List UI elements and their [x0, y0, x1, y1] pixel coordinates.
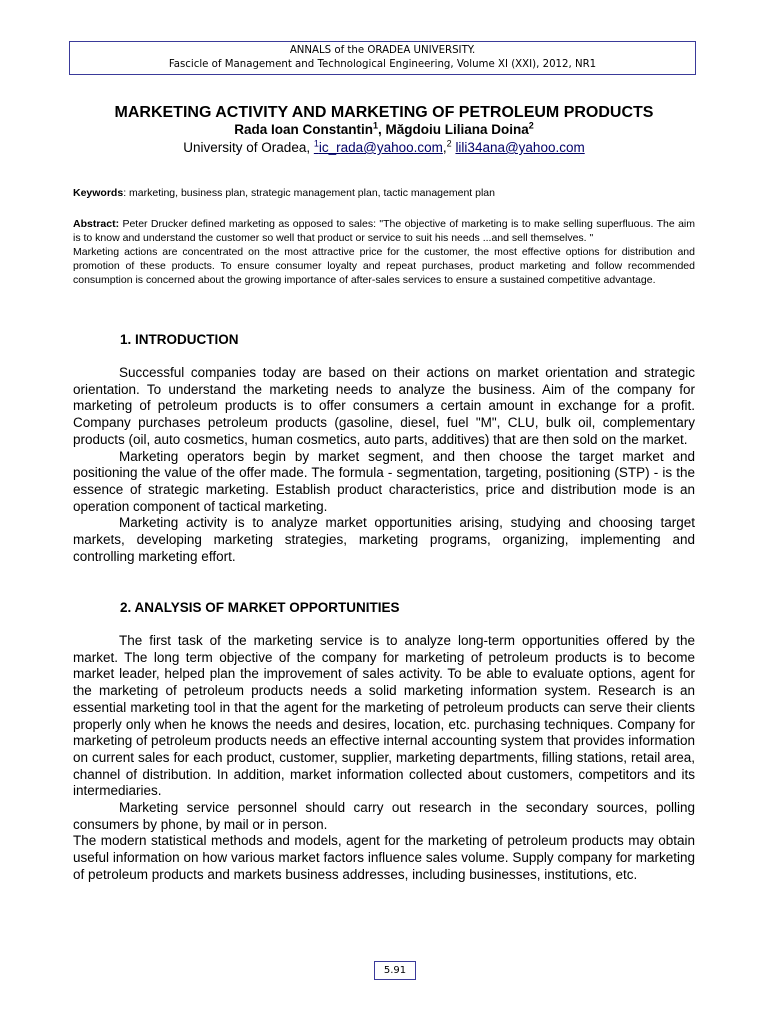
keywords: [73, 186, 697, 200]
author-2: Măgdoiu Liliana Doina: [381, 122, 529, 137]
journal-header: [69, 41, 696, 75]
email-2-sup: 2: [446, 138, 452, 149]
email-1: ic_rada@yahoo.com: [318, 140, 443, 155]
email-2-link[interactable]: lili34ana@yahoo.com: [455, 140, 585, 155]
section-2-body: [73, 633, 695, 884]
section-2-heading: 2. ANALYSIS OF MARKET OPPORTUNITIES: [120, 600, 400, 615]
section-1-paragraph-1: Successful companies today are based on their actions on market orientation and strategic orientation. To understand the marketing needs to analyze the business. Aim of the company for marketing of petroleum products is to offer consumers a certain amount in exchange for a profit. Company purchases petroleum products (gasoline, diesel, fuel "M", CLU, bulk oil, complementary products (oil, auto cosmetics, human cosmetics, auto parts, additives) that are then sold on the market.: [73, 365, 695, 447]
author-separator: ,: [377, 122, 382, 137]
email-separator: ,: [442, 140, 447, 155]
section-2-paragraph-2: Marketing service personnel should carry out research in the secondary sources, polling consumers by phone, by mail or in person.: [73, 800, 695, 832]
abstract-paragraph-2: Marketing actions are concentrated on the most attractive price for the customer, the most effective options for distribution and promotion of these products. To ensure consumer loyalty and repeat purchases, product marketing and follow recommended consumption is concerned about the growing importance of after-sales services to ensure a sustained competitive advantage.: [73, 246, 695, 286]
abstract-text-1: Peter Drucker defined marketing as opposed to sales: "The objective of marketing is to make selling superfluous. The aim is to know and understand the customer so well that product or service to suit his needs ...and sell themselves. ": [73, 218, 695, 244]
author-2-sup: 2: [528, 120, 534, 131]
keywords-label: Keywords: [73, 187, 124, 199]
author-1-sup: 1: [372, 120, 378, 131]
university-name: University of Oradea,: [183, 140, 314, 155]
keywords-text: : marketing, business plan, strategic management plan, tactic management plan: [123, 187, 495, 199]
section-1-paragraph-2: Marketing operators begin by market segment, and then choose the target market and positioning the value of the offer made. The formula - segmentation, targeting, positioning (STP) - is the essence of strategic marketing. Establish product characteristics, price and distribution mode is an operation component of tactical marketing.: [73, 448, 695, 514]
email-1-sup: 1: [313, 138, 319, 149]
section-1-paragraph-3: Marketing activity is to analyze market opportunities arising, studying and choosing target markets, developing marketing strategies, marketing programs, organizing, implementing and controlling marketing effort.: [73, 515, 695, 564]
paper-title: MARKETING ACTIVITY AND MARKETING OF PETROLEUM PRODUCTS: [114, 104, 654, 121]
abstract-paragraph-1: [73, 217, 695, 245]
journal-header-line2: Fascicle of Management and Technological Engineering, Volume XI (XXI), 2012, NR1: [168, 59, 597, 70]
abstract: [73, 217, 695, 287]
section-1-body: [73, 365, 695, 565]
email-1-link[interactable]: [314, 140, 443, 155]
section-1-heading: 1. INTRODUCTION: [120, 332, 239, 347]
author-line: [0, 121, 768, 139]
section-2-paragraph-1: The first task of the marketing service is to analyze long-term opportunities offered by the market. The long term objective of the company for marketing of petroleum products is to become market leader, helped plan the improvement of sales activity. To be able to evaluate options, agent for the marketing of petroleum products needs a solid marketing information system. Research is an essential marketing tool in that the agent for the marketing of petroleum products can serve their clients properly only when he knows the needs and desires, location, etc. purchasing techniques. Company for marketing of petroleum products needs an effective internal accounting system that provides information on current sales for each product, customer, supplier, marketing departments, filling stations, retail area, channel of distribution. In addition, market information collected about customers, competitors and its intermediaries.: [73, 633, 695, 799]
journal-header-line1: ANNALS of the ORADEA UNIVERSITY.: [289, 45, 476, 56]
affiliation-line: [0, 139, 768, 157]
abstract-label: Abstract:: [73, 218, 120, 230]
page-number: 5.91: [374, 961, 416, 980]
author-1: Rada Ioan Constantin: [234, 122, 373, 137]
section-2-paragraph-3: The modern statistical methods and models, agent for the marketing of petroleum products may obtain useful information on how various market factors influence sales volume. Supply company for marketing of petroleum products and markets business addresses, including businesses, institutions, etc.: [73, 833, 695, 882]
